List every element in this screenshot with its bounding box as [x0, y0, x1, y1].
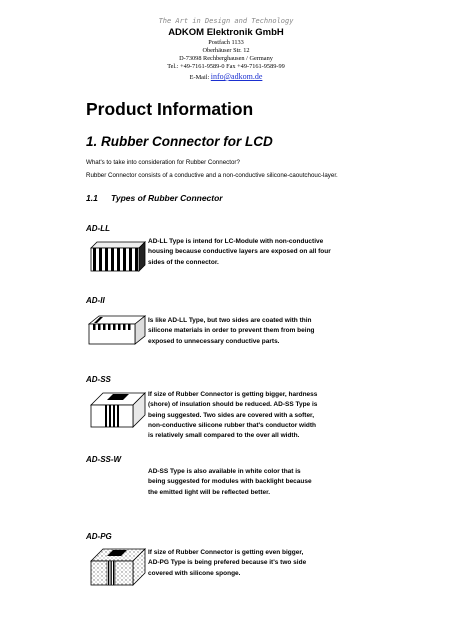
description-line: (shore) of insulation should be reduced. AD-SS Type is [148, 401, 318, 409]
type-name-ad-ii: AD-II [86, 296, 105, 305]
section-description: Rubber Connector consists of a conductive and a non-conductive silicone-caoutchouc-layer. [86, 172, 338, 179]
description-line: is relatively small compared to the over all width. [148, 432, 300, 440]
rubber-connector-pg-icon [89, 547, 147, 587]
type-description-ad-ll [148, 237, 331, 268]
description-line: silicone materials in order to prevent them from being [148, 327, 315, 335]
description-line: AD-SS Type is also available in white color that is [148, 468, 301, 475]
address-line: Postfach 1133 [208, 39, 244, 46]
description-line: the emitted light will be reflected better. [148, 488, 271, 496]
type-description-ad-ss [148, 390, 317, 441]
rubber-connector-ll-icon [89, 240, 147, 272]
rubber-connector-ss-icon [89, 391, 147, 429]
description-line: covered with silicone sponge. [148, 569, 241, 577]
email-label: E-Mail: [189, 74, 210, 81]
description-line: exposed to unnecessary conductive parts. [148, 337, 280, 345]
tagline: The Art in Design and Technology [158, 17, 294, 25]
company-name: ADKOM Elektronik GmbH [168, 27, 284, 38]
description-line: AD-PG Type is being prefered because it's two side [148, 559, 307, 567]
type-name-ad-ss-w: AD-SS-W [86, 455, 122, 464]
description-line: AD-LL Type is intend for LC-Module with non-conductive [148, 238, 324, 245]
subsection-number: 1.1 [86, 193, 98, 203]
description-line: If size of Rubber Connector is getting even bigger, [148, 549, 304, 556]
description-line: If size of Rubber Connector is getting bigger, hardness [148, 391, 318, 398]
type-description-ad-ii [148, 316, 315, 347]
description-line: sides of the connector. [148, 258, 219, 266]
address-line: D-73098 Rechberghausen / Germany [179, 55, 273, 62]
description-line: being suggested for modules with backlight because [148, 478, 312, 486]
type-description-ad-pg [148, 548, 306, 579]
address-line: Oberhäuser Str. 12 [202, 47, 250, 54]
type-description-ad-ss-w [148, 467, 312, 498]
type-name-ad-ss: AD-SS [86, 375, 111, 384]
section-question: What's to take into consideration for Rubber Connector? [86, 159, 240, 166]
description-line: non-conductive silicone rubber that's conductor width [148, 421, 317, 429]
description-line: being suggested. Two sides are covered with a softer, [148, 411, 315, 419]
section-heading: 1. Rubber Connector for LCD [86, 134, 273, 149]
contact-line: Tel.: +49-7161-9589-0 Fax +49-7161-9589-99 [167, 63, 285, 70]
page-title: Product Information [86, 99, 254, 119]
type-name-ad-ll: AD-LL [86, 224, 110, 233]
email-line [0, 73, 452, 82]
description-line: housing because conductive layers are exposed on all four [148, 248, 331, 256]
email-link[interactable]: info@adkom.de [210, 72, 263, 81]
subsection-title: Types of Rubber Connector [111, 193, 223, 203]
rubber-connector-ii-icon [87, 314, 147, 346]
type-name-ad-pg: AD-PG [86, 532, 112, 541]
description-line: Is like AD-LL Type, but two sides are coated with thin [148, 317, 312, 324]
